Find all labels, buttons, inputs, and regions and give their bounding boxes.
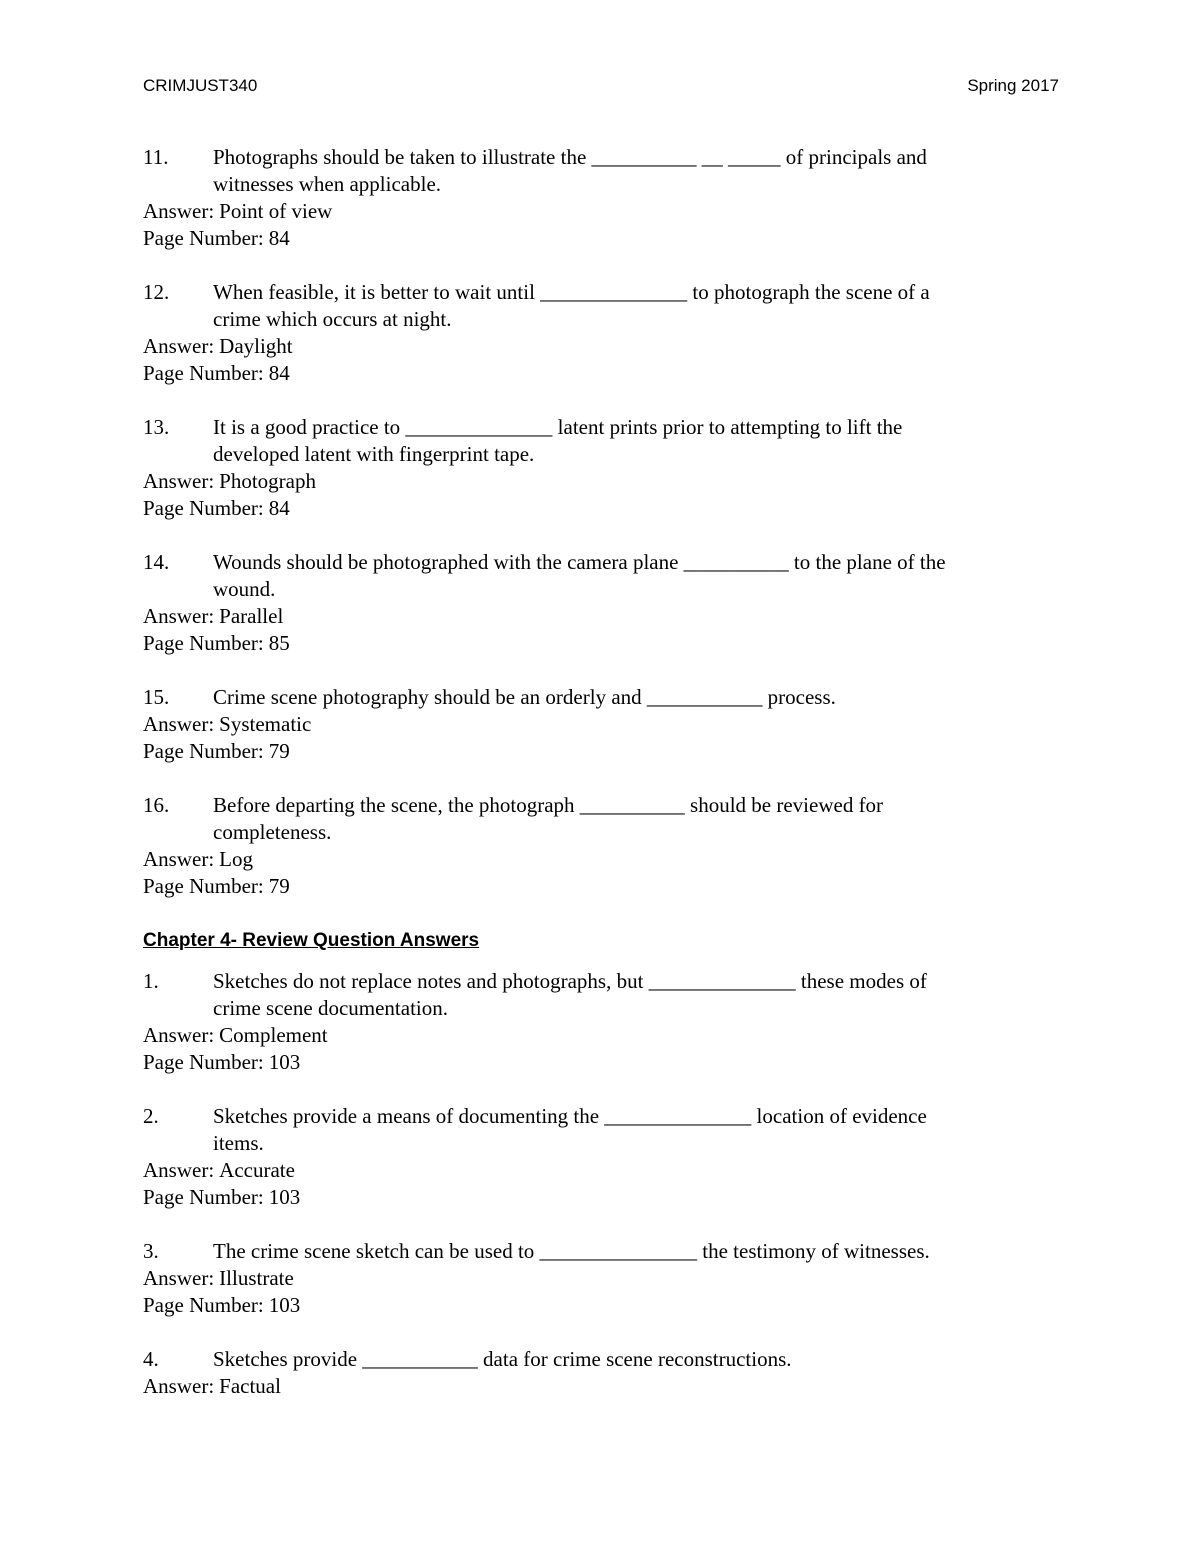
- question-text-line: Sketches provide ___________ data for crime scene reconstructions.: [213, 1347, 792, 1371]
- answer-line: [143, 1265, 1059, 1292]
- page-number-line: [143, 495, 1059, 522]
- answer-line: [143, 198, 1059, 225]
- question-row: [143, 792, 1059, 846]
- question-text-line: The crime scene sketch can be used to _______________ the testimony of witnesses.: [213, 1239, 930, 1263]
- answer-label: Answer:: [143, 334, 215, 358]
- question-text-line: Sketches do not replace notes and photographs, but ______________ these modes of: [213, 969, 927, 993]
- question-text-line: completeness.: [213, 820, 332, 844]
- question-text-line: Before departing the scene, the photograph __________ should be reviewed for: [213, 793, 884, 817]
- question-block-15: [143, 684, 1059, 765]
- answer-line: [143, 333, 1059, 360]
- page-number-line: [143, 225, 1059, 252]
- question-number: 15.: [143, 685, 170, 709]
- answer-label: Answer:: [143, 604, 215, 628]
- question-text-line: crime which occurs at night.: [213, 307, 452, 331]
- question-number: 2.: [143, 1104, 159, 1128]
- answer-line: [143, 1022, 1059, 1049]
- question-number: 12.: [143, 280, 170, 304]
- answer-line: [143, 603, 1059, 630]
- question-row: [143, 1346, 1059, 1373]
- question-row: [143, 414, 1059, 468]
- answer-value: Photograph: [219, 469, 316, 493]
- question-number: 14.: [143, 550, 170, 574]
- answer-value: Systematic: [219, 712, 312, 736]
- question-text: [213, 549, 1059, 603]
- course-code: CRIMJUST340: [143, 76, 258, 95]
- question-number: 13.: [143, 415, 170, 439]
- answer-value: Log: [219, 847, 253, 871]
- question-block-1: [143, 968, 1059, 1076]
- question-block-14: [143, 549, 1059, 657]
- question-number: 16.: [143, 793, 170, 817]
- page-number-label: Page Number:: [143, 496, 264, 520]
- question-block-4: [143, 1346, 1059, 1400]
- answer-value: Daylight: [219, 334, 293, 358]
- page-number-line: [143, 1292, 1059, 1319]
- answer-label: Answer:: [143, 1374, 215, 1398]
- question-block-3: [143, 1238, 1059, 1319]
- question-row: [143, 684, 1059, 711]
- question-text-line: When feasible, it is better to wait until ______________ to photograph the scene of a: [213, 280, 930, 304]
- document-body: [143, 144, 1059, 1400]
- question-text-line: Sketches provide a means of documenting the ______________ location of evidence: [213, 1104, 927, 1128]
- answer-line: [143, 468, 1059, 495]
- page-number-line: [143, 1184, 1059, 1211]
- answer-value: Complement: [219, 1023, 328, 1047]
- answer-label: Answer:: [143, 1266, 215, 1290]
- answer-line: [143, 1373, 1059, 1400]
- document-header: [143, 76, 1059, 96]
- answer-line: [143, 711, 1059, 738]
- page-number-label: Page Number:: [143, 1293, 264, 1317]
- page-number-value: 84: [268, 361, 290, 385]
- answer-value: Accurate: [219, 1158, 295, 1182]
- question-number: 1.: [143, 969, 159, 993]
- question-text: [213, 144, 1059, 198]
- answer-label: Answer:: [143, 847, 215, 871]
- question-block-12: [143, 279, 1059, 387]
- question-text: [213, 279, 1059, 333]
- page-number-line: [143, 873, 1059, 900]
- page-number-line: [143, 630, 1059, 657]
- answer-value: Point of view: [219, 199, 333, 223]
- page-number-label: Page Number:: [143, 739, 264, 763]
- page-number-value: 79: [268, 739, 290, 763]
- page-number-value: 103: [268, 1185, 301, 1209]
- question-text: [213, 1346, 1059, 1373]
- question-row: [143, 1103, 1059, 1157]
- question-text: [213, 1238, 1059, 1265]
- page-number-label: Page Number:: [143, 874, 264, 898]
- section-heading: Chapter 4- Review Question Answers: [143, 930, 480, 951]
- answer-label: Answer:: [143, 1023, 215, 1047]
- answer-line: [143, 1157, 1059, 1184]
- page-number-label: Page Number:: [143, 631, 264, 655]
- question-row: [143, 144, 1059, 198]
- question-number: 11.: [143, 145, 169, 169]
- question-number: 3.: [143, 1239, 159, 1263]
- question-text-line: Photographs should be taken to illustrate the __________ __ _____ of principals and: [213, 145, 927, 169]
- page-number-label: Page Number:: [143, 1185, 264, 1209]
- question-row: [143, 968, 1059, 1022]
- page-number-value: 103: [268, 1050, 301, 1074]
- answer-label: Answer:: [143, 199, 215, 223]
- page-number-line: [143, 1049, 1059, 1076]
- answer-label: Answer:: [143, 712, 215, 736]
- question-text: [213, 414, 1059, 468]
- answer-value: Illustrate: [219, 1266, 294, 1290]
- question-text: [213, 968, 1059, 1022]
- page-number-value: 84: [268, 496, 290, 520]
- question-row: [143, 1238, 1059, 1265]
- question-text-line: It is a good practice to ______________ latent prints prior to attempting to lift the: [213, 415, 903, 439]
- question-block-16: [143, 792, 1059, 900]
- question-row: [143, 279, 1059, 333]
- question-text-line: witnesses when applicable.: [213, 172, 442, 196]
- answer-label: Answer:: [143, 469, 215, 493]
- question-block-2: [143, 1103, 1059, 1211]
- question-text-line: Wounds should be photographed with the camera plane __________ to the plane of the: [213, 550, 946, 574]
- page-number-label: Page Number:: [143, 361, 264, 385]
- question-block-13: [143, 414, 1059, 522]
- term-label: Spring 2017: [967, 76, 1059, 95]
- page-number-value: 84: [268, 226, 290, 250]
- answer-line: [143, 846, 1059, 873]
- question-text: [213, 684, 1059, 711]
- question-row: [143, 549, 1059, 603]
- question-text-line: crime scene documentation.: [213, 996, 448, 1020]
- question-block-11: [143, 144, 1059, 252]
- page-number-label: Page Number:: [143, 1050, 264, 1074]
- question-text-line: items.: [213, 1131, 264, 1155]
- answer-value: Factual: [219, 1374, 281, 1398]
- question-text-line: Crime scene photography should be an orderly and ___________ process.: [213, 685, 836, 709]
- page-number-value: 103: [268, 1293, 301, 1317]
- answer-label: Answer:: [143, 1158, 215, 1182]
- answer-value: Parallel: [219, 604, 284, 628]
- question-text: [213, 1103, 1059, 1157]
- page-number-line: [143, 360, 1059, 387]
- question-number: 4.: [143, 1347, 159, 1371]
- page-number-value: 79: [268, 874, 290, 898]
- question-text-line: wound.: [213, 577, 276, 601]
- question-text: [213, 792, 1059, 846]
- page-number-label: Page Number:: [143, 226, 264, 250]
- page-number-line: [143, 738, 1059, 765]
- page-number-value: 85: [268, 631, 290, 655]
- question-text-line: developed latent with fingerprint tape.: [213, 442, 535, 466]
